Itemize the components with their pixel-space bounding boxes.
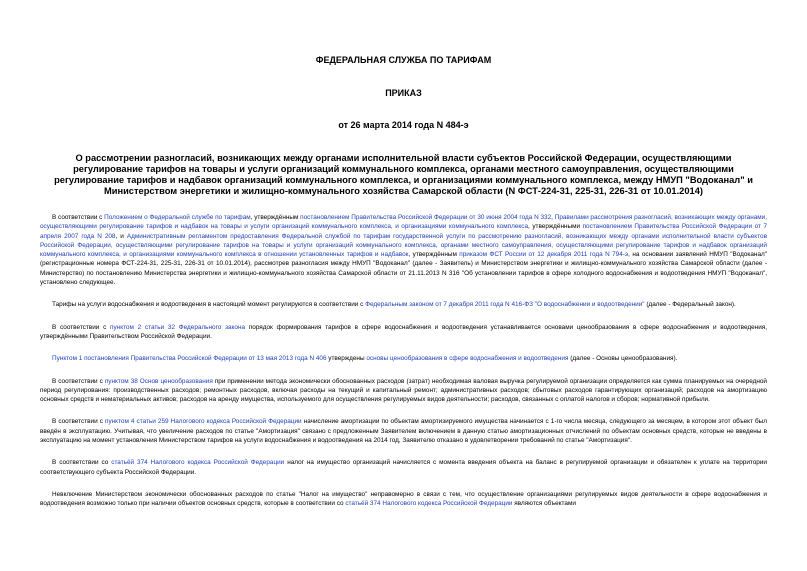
link-tax-code-article-374-second[interactable]: статьёй 374 Налогового кодекса Российской Федерации xyxy=(345,500,513,508)
link-fst-order-794[interactable]: приказом ФСТ России от 12 декабря 2011 года N 794-э xyxy=(459,251,629,259)
issuing-authority: ФЕДЕРАЛЬНАЯ СЛУЖБА ПО ТАРИФАМ xyxy=(315,55,492,65)
link-pricing-fundamentals[interactable]: основы ценообразования в сфере водоснабжения и водоотведения xyxy=(366,355,569,363)
document-date: от 26 марта 2014 года N 484-э xyxy=(338,120,469,130)
link-pricing-item-38[interactable]: пунктом 38 Основ ценообразования xyxy=(104,377,213,385)
paragraph-3: В соответствии с пунктом 2 статьи 32 Федерального закона порядок формирования тарифов в сфере водоснабжения и водоотведения устанавливается основами ценообразования в сфере водоснабжения и водоотведения, утверждёнными Правительством Российской Федерации. xyxy=(40,323,767,340)
paragraph-2: Тарифы на услуги водоснабжения и водоотведения в настоящий момент регулируются в соответствии с Федеральным законом от 7 декабря 2011 года N 416-ФЗ "О водоснабжении и водоотведении" (далее - Федеральный закон). xyxy=(52,301,736,309)
paragraph-5: В соответствии с пунктом 38 Основ ценообразования при применении метода экономически обоснованных расходов (затрат) необходимая валовая выручка регулируемой организации определяется как сумма планируемых на очередной период регулирования: производственных расходов; ремонтных расходов, включая расходы на текущий и капитальный ремонт; административных расходов; сбытовых расходов гарантирующих организаций; расходов на амортизацию основных средств и нематериальных активов; расходов на аренду имущества, используемого для осуществления регулируемых видов деятельности; расходов, связанных с оплатой налогов и сборов; нормативной прибыли. xyxy=(40,377,768,404)
link-government-resolution-208[interactable]: постановлением Правительства Российской Федерации от 7 апреля 2007 года N 208 xyxy=(40,223,767,240)
link-government-resolution-332[interactable]: постановлением Правительства Российской Федерации от 30 июня 2004 года N 332 xyxy=(300,214,552,221)
link-fst-regulation[interactable]: Положением о Федеральной службе по тарифам xyxy=(104,214,251,221)
document-type: ПРИКАЗ xyxy=(385,88,422,98)
link-administrative-regulation[interactable]: Административным регламентом предоставления Федеральной службой по тарифам государственной услуги по рассмотрению разногласий, возникающих между органами исполнительной власти субъектов Российской Федерации, осуществляющими регулирование тарифов на товары и услуги организаций коммунального комплекса, органами местного самоуправления, осуществляющими регулирование тарифов и надбавок организаций коммунального комплекса, и организациями коммунального комплекса в отношении установленных тарифов и надбавок xyxy=(40,232,767,259)
document-title: О рассмотрении разногласий, возникающих между органами исполнительной власти субъектов Российской Федерации, осуществляющими регулирование тарифов на товары и услуги организаций коммунального комплекса, органами местного самоуправления, осуществляющими регулирование тарифов и надбавок организаций коммунального комплекса, и организациями коммунального комплекса, между НМУП "Водоканал" и Министерством энергетики и жилищно-коммунального хозяйства Самарской области (N ФСТ-224-31, 225-31, 226-31 от 10.01.2014) xyxy=(54,153,753,196)
link-dispute-rules[interactable]: Правилами рассмотрения разногласий, возникающих между органами, осуществляющими регулирование тарифов и надбавок на товары и услуги организаций коммунального комплекса, и организациями коммунального комплекса xyxy=(40,214,768,231)
paragraph-6: В соответствии с пунктом 4 статьи 259 Налогового кодекса Российской Федерации начисление амортизации по объектам амортизируемого имущества начинается с 1-го числа месяца, следующего за месяцем, в котором этот объект был введён в эксплуатацию. Учитывая, что увеличение расходов по статье "Амортизация" связано с предложенным Заявителем включением в данную статью амортизационных отчислений по объектам основных средств, которые не введены в эксплуатацию на момент установления Министерством тарифов на услуги водоснабжения и водоотведения на 2014 год, Заявителю отказано в удовлетворении требований по статье "Амортизация". xyxy=(40,418,768,445)
paragraph-7: В соответствии со статьёй 374 Налогового кодекса Российской Федерации налог на имущество организаций начисляется с момента введения объекта на баланс в регулируемой организации и обязателен к уплате на территории соответствующего субъекта Российской Федерации. xyxy=(40,459,767,476)
paragraph-8: Невключение Министерством экономически обоснованных расходов по статье "Налог на имущество" неправомерно в связи с тем, что осуществление организациями регулируемых видов деятельности в сфере водоснабжения и водоотведения возможно только при наличии объектов основных средств, которые в соответствии со статьёй 374 Налогового кодекса Российской Федерации являются объектами xyxy=(40,490,767,508)
link-tax-code-article-374[interactable]: статьёй 374 Налогового кодекса Российской Федерации xyxy=(111,459,285,467)
link-article-32-item-2[interactable]: пунктом 2 статьи 32 Федерального закона xyxy=(110,323,246,331)
link-government-resolution-406[interactable]: Пунктом 1 постановления Правительства Российской Федерации от 13 мая 2013 года N 406 xyxy=(52,355,327,363)
link-tax-code-article-259[interactable]: пунктом 4 статьи 259 Налогового кодекса Российской Федерации xyxy=(105,418,302,426)
paragraph-4: Пунктом 1 постановления Правительства Российской Федерации от 13 мая 2013 года N 406 утверждены основы ценообразования в сфере водоснабжения и водоотведения (далее - Основы ценообразования). xyxy=(52,355,678,363)
link-federal-law-416[interactable]: Федеральным законом от 7 декабря 2011 года N 416-ФЗ "О водоснабжении и водоотведении" xyxy=(365,301,645,309)
paragraph-1: В соответствии с Положением о Федеральной службе по тарифам, утверждённым постановлением Правительства Российской Федерации от 30 июня 2004 года N 332, Правилами рассмотрения разногласий, возникающих между органами, осуществляющими регулирование тарифов и надбавок на товары и услуги организаций коммунального комплекса, и организациями коммунального комплекса, утверждёнными постановлением Правительства Российской Федерации от 7 апреля 2007 года N 208, и Административным регламентом предоставления Федеральной службой по тарифам государственной услуги по рассмотрению разногласий, возникающих между органами исполнительной власти субъектов Российской Федерации, осуществляющими регулирование тарифов на товары и услуги организаций коммунального комплекса, органами местного самоуправления, осуществляющими регулирование тарифов и надбавок организаций коммунального комплекса, и организациями коммунального комплекса в отношении установленных тарифов и надбавок, утверждённым приказом ФСТ России от 12 декабря 2011 года N 794-э, на основании заявлений НМУП "Водоканал" (регистрационные номера ФСТ-224-31, 225-31, 226-31 от 10.01.2014), рассмотрев разногласия между НМУП "Водоканал" (далее - Заявитель) и Министерством энергетики и жилищно-коммунального хозяйства Самарской области (далее - Министерство) по постановлению Министерства энергетики и жилищно-коммунального хозяйства Самарской области от 21.11.2013 N 316 "Об установлении тарифов в сфере холодного водоснабжения и водоотведения НМУП "Водоканал", установлено следующее. xyxy=(40,214,768,287)
